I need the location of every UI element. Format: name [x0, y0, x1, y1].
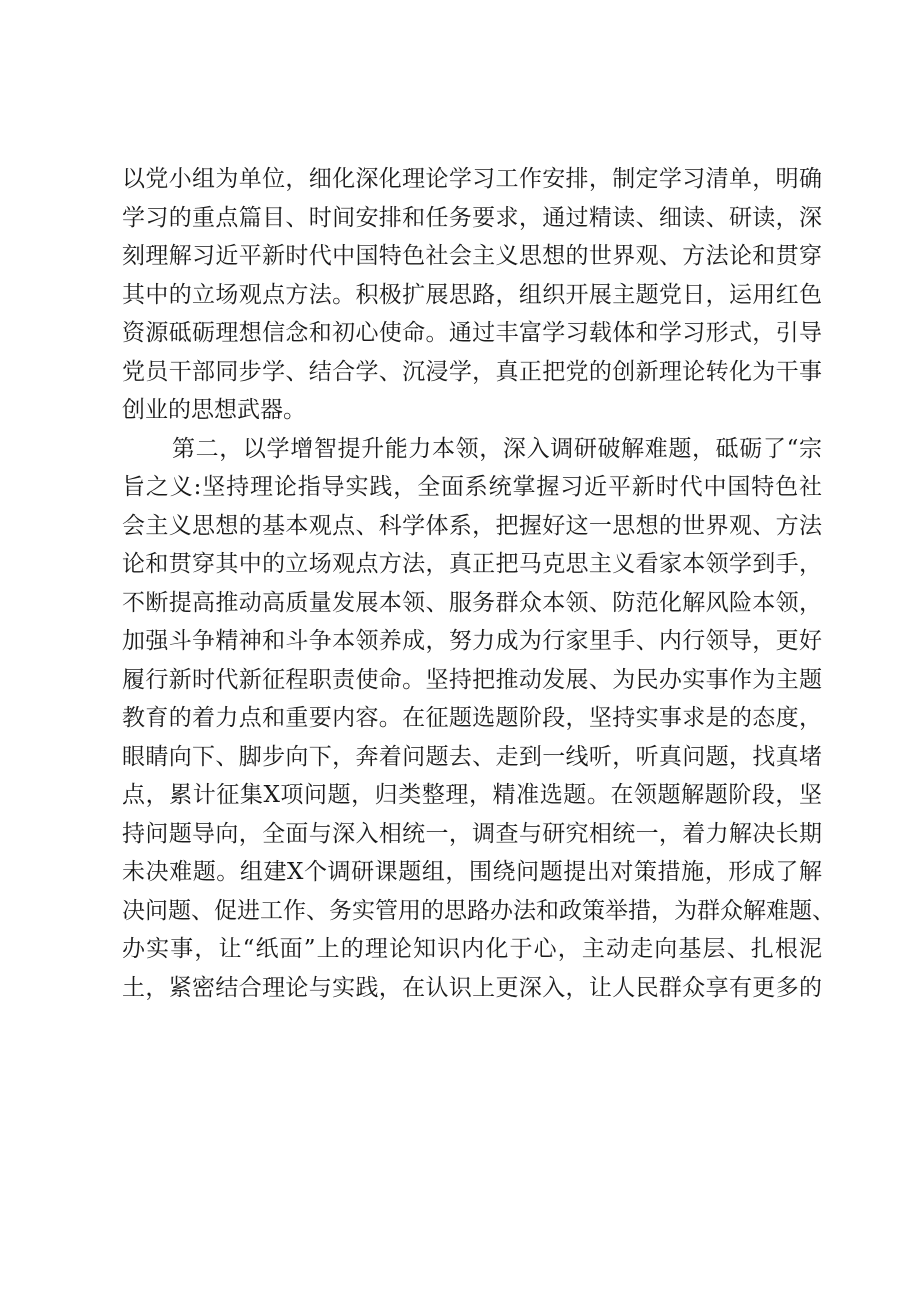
paragraph-1: [122, 160, 822, 430]
text-line: 学习的重点篇目、时间安排和任务要求，通过精读、细读、研读，深: [122, 204, 822, 231]
text-line: 土，紧密结合理论与实践，在认识上更深入，让人民群众享有更多的: [122, 974, 822, 1001]
text-line: 教育的着力点和重要内容。在征题选题阶段，坚持实事求是的态度，: [122, 705, 822, 731]
text-line: 资源砥砺理想信念和初心使命。通过丰富学习载体和学习形式，引导: [122, 320, 822, 346]
text-line: 党员干部同步学、结合学、沉浸学，真正把党的创新理论转化为干事: [122, 358, 822, 385]
text-line: 持问题导向，全面与深入相统一，调查与研究相统一，着力解决长期: [122, 820, 822, 847]
text-line: 旨之义:坚持理论指导实践，全面系统掌握习近平新时代中国特色社: [122, 474, 822, 500]
text-line: 论和贯穿其中的立场观点方法，真正把马克思主义看家本领学到手，: [122, 551, 822, 577]
text-line: 不断提高推动高质量发展本领、服务群众本领、防范化解风险本领，: [122, 589, 822, 616]
text-line: 会主义思想的基本观点、科学体系，把握好这一思想的世界观、方法: [122, 512, 822, 539]
body-text: [122, 160, 835, 1007]
text-line: 创业的思想武器。: [122, 397, 306, 423]
text-line: 点，累计征集X项问题，归类整理，精准选题。在领题解题阶段，坚: [122, 782, 822, 808]
text-line: 眼睛向下、脚步向下，奔着问题去、走到一线听，听真问题，找真堵: [122, 743, 822, 770]
text-line: 加强斗争精神和斗争本领养成，努力成为行家里手、内行领导，更好: [122, 628, 822, 654]
text-line: 办实事，让“纸面”上的理论知识内化于心，主动走向基层、扎根泥: [122, 936, 822, 962]
text-line: 以党小组为单位，细化深化理论学习工作安排，制定学习清单，明确: [122, 166, 822, 192]
text-line: 第二，以学增智提升能力本领，深入调研破解难题，砥砺了“宗: [172, 435, 822, 462]
text-line: 未决难题。组建X个调研课题组，围绕问题提出对策措施，形成了解: [122, 859, 822, 885]
text-line: 刻理解习近平新时代中国特色社会主义思想的世界观、方法论和贯穿: [122, 243, 822, 269]
paragraph-2: [122, 430, 835, 1008]
text-line: 决问题、促进工作、务实管用的思路办法和政策举措，为群众解难题、: [122, 897, 835, 924]
text-line: 其中的立场观点方法。积极扩展思路，组织开展主题党日，运用红色: [122, 281, 822, 308]
text-line: 履行新时代新征程职责使命。坚持把推动发展、为民办实事作为主题: [122, 666, 822, 693]
